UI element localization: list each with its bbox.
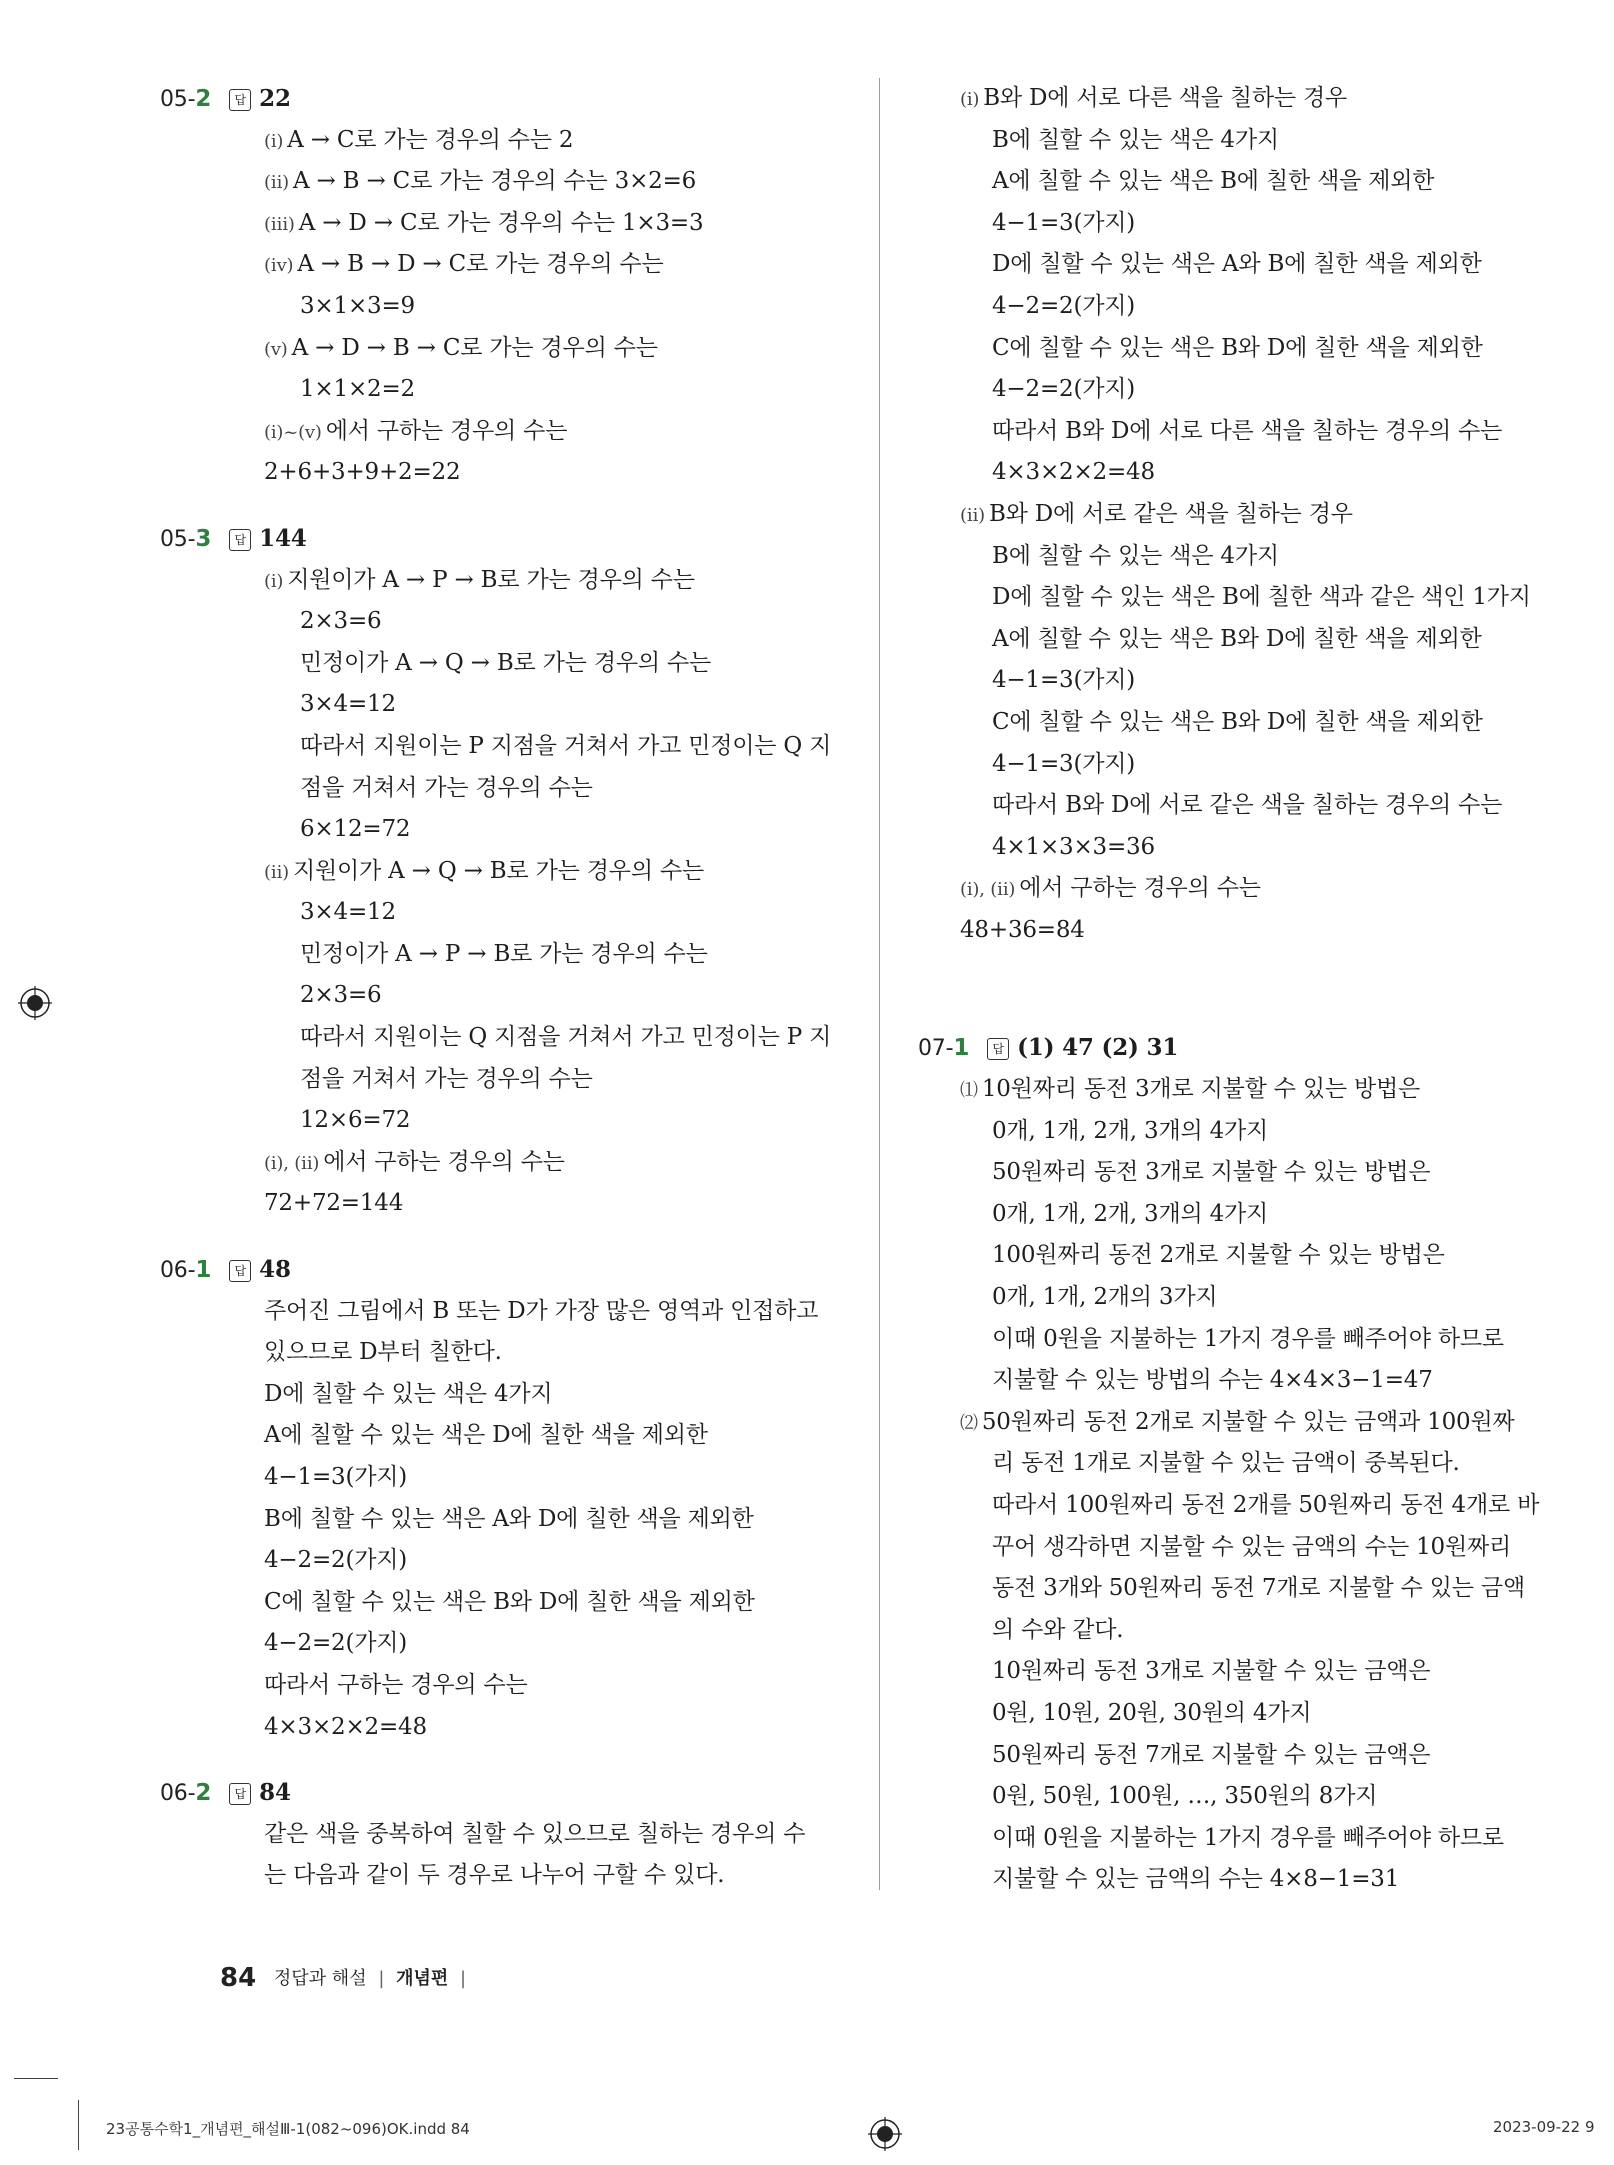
solution-line (264, 452, 850, 494)
solution-text: 따라서 B와 D에 서로 다른 색을 칠하는 경우의 수는 (992, 417, 1503, 444)
solution-text: 이때 0원을 지불하는 1가지 경우를 빼주어야 하므로 (992, 1824, 1504, 1851)
solution-text: 2×3=6 (300, 982, 382, 1009)
solution-text: 민정이가 A → Q → B로 가는 경우의 수는 (300, 649, 712, 676)
solution-line (300, 1100, 850, 1142)
solution-line (300, 1059, 850, 1101)
solution-text: 따라서 B와 D에 서로 같은 색을 칠하는 경우의 수는 (992, 792, 1503, 819)
solution-line (300, 1017, 850, 1059)
case-marker: (ⅳ) (264, 255, 294, 277)
slug-date: 2023-09-22 9 (1493, 2118, 1595, 2136)
solution-line (264, 1582, 850, 1624)
problem-heading (160, 518, 850, 560)
answer-badge-icon: 답 (229, 89, 251, 111)
solution-text: 50원짜리 동전 2개로 지불할 수 있는 금액과 100원짜 (981, 1408, 1515, 1435)
solution-text: 주어진 그림에서 B 또는 D가 가장 많은 영역과 인접하고 (264, 1297, 819, 1324)
solution-text: 0원, 50원, 100원, …, 350원의 8가지 (992, 1783, 1378, 1810)
solution-line (300, 934, 850, 976)
case-marker: (ⅰ), (ⅱ) (960, 879, 1016, 901)
section-gap (918, 951, 1548, 1027)
solution-text: 100원짜리 동전 2개로 지불할 수 있는 방법은 (992, 1242, 1445, 1269)
solution-line (992, 1735, 1548, 1777)
solution-line (992, 744, 1548, 786)
solution-line (992, 660, 1548, 702)
solution-text: A에 칠할 수 있는 색은 D에 칠한 색을 제외한 (264, 1422, 708, 1449)
answer-badge-icon: 답 (229, 1260, 251, 1282)
solution-text: 따라서 구하는 경우의 수는 (264, 1671, 528, 1698)
page-footer (220, 1963, 472, 1993)
solution-text: 따라서 지원이는 Q 지점을 거쳐서 가고 민정이는 P 지 (300, 1024, 832, 1051)
solution-text: B에 칠할 수 있는 색은 4가지 (992, 542, 1279, 569)
case-marker: (ⅱ) (264, 172, 289, 194)
solution-line (992, 577, 1548, 619)
solution-line (264, 203, 850, 245)
solution-line (960, 1402, 1548, 1444)
solution-line (992, 536, 1548, 578)
solution-line (992, 1527, 1548, 1569)
solution-line (264, 1665, 850, 1707)
solution-text: A → D → B → C로 가는 경우의 수는 (291, 334, 658, 361)
solution-line (992, 244, 1548, 286)
left-column (160, 78, 850, 1897)
section-gap (220, 494, 850, 518)
solution-text: 따라서 지원이는 P 지점을 거쳐서 가고 민정이는 Q 지 (300, 732, 832, 759)
solution-line (300, 726, 850, 768)
solution-text: C에 칠할 수 있는 색은 B와 D에 칠한 색을 제외한 (264, 1588, 755, 1615)
right-column (918, 78, 1548, 1901)
problem-number: 06- (160, 1258, 196, 1284)
solution-text: 4×3×2×2=48 (264, 1713, 427, 1740)
solution-line (960, 494, 1548, 536)
section-gap (220, 1225, 850, 1249)
problem-subnumber: 1 (195, 1257, 212, 1284)
solution-line (264, 560, 850, 602)
column-divider (879, 78, 880, 1890)
solution-text: 3×4=12 (300, 691, 396, 718)
footer-end-separator: | (460, 1968, 467, 1989)
solution-line (960, 868, 1548, 910)
solution-text: C에 칠할 수 있는 색은 B와 D에 칠한 색을 제외한 (992, 708, 1483, 735)
section-gap (220, 1748, 850, 1772)
solution-text: 4−2=2(가지) (264, 1630, 408, 1657)
solution-text: 따라서 100원짜리 동전 2개를 50원짜리 동전 4개로 바 (992, 1492, 1540, 1518)
solution-line (264, 1855, 850, 1897)
solution-line (992, 1235, 1548, 1277)
solution-text: C에 칠할 수 있는 색은 B와 D에 칠한 색을 제외한 (992, 334, 1483, 361)
solution-line (992, 1443, 1548, 1485)
solution-text: 있으므로 D부터 칠한다. (264, 1339, 502, 1366)
solution-text: D에 칠할 수 있는 색은 A와 B에 칠한 색을 제외한 (992, 251, 1482, 278)
solution-line (300, 768, 850, 810)
solution-text: 꾸어 생각하면 지불할 수 있는 금액의 수는 10원짜리 (992, 1533, 1512, 1560)
solution-line (300, 684, 850, 726)
solution-text: 4×3×2×2=48 (992, 459, 1155, 486)
solution-text: 48+36=84 (960, 916, 1085, 943)
solution-line (992, 1610, 1548, 1652)
solution-line (992, 1568, 1548, 1610)
case-marker: (ⅱ) (264, 861, 289, 883)
solution-line (960, 910, 1548, 952)
solution-line (300, 975, 850, 1017)
problem-number: 06- (160, 1781, 196, 1807)
footer-label: 정답과 해설 (273, 1968, 367, 1989)
solution-text: D에 칠할 수 있는 색은 4가지 (264, 1380, 553, 1407)
solution-text: A에 칠할 수 있는 색은 B에 칠한 색을 제외한 (992, 168, 1435, 195)
solution-text: 2×3=6 (300, 608, 382, 635)
problem-heading (160, 1249, 850, 1291)
solution-text: B에 칠할 수 있는 색은 4가지 (992, 126, 1279, 153)
solution-line (264, 1291, 850, 1333)
solution-line (264, 1142, 850, 1184)
problem-heading (160, 78, 850, 120)
solution-text: A에 칠할 수 있는 색은 B와 D에 칠한 색을 제외한 (992, 625, 1482, 652)
solution-line (264, 1814, 850, 1856)
solution-line (992, 452, 1548, 494)
solution-text: A → D → C로 가는 경우의 수는 1×3=3 (298, 209, 704, 236)
solution-line (264, 1623, 850, 1665)
solution-text: 4−2=2(가지) (992, 376, 1136, 403)
solution-line (264, 120, 850, 162)
solution-text: 1×1×2=2 (300, 376, 415, 403)
solution-text: 의 수와 같다. (992, 1616, 1124, 1643)
solution-line (992, 1194, 1548, 1236)
solution-text: B에 칠할 수 있는 색은 A와 D에 칠한 색을 제외한 (264, 1505, 754, 1532)
solution-text: 0개, 1개, 2개, 3개의 4가지 (992, 1117, 1269, 1144)
solution-text: 리 동전 1개로 지불할 수 있는 금액이 중복된다. (992, 1450, 1460, 1477)
case-marker: (ⅱ) (960, 504, 985, 526)
solution-line (960, 1069, 1548, 1111)
solution-line (264, 161, 850, 203)
solution-line (264, 1707, 850, 1749)
solution-text: 3×1×3=9 (300, 292, 415, 319)
case-marker: (ⅰ) (264, 570, 284, 592)
solution-line (992, 702, 1548, 744)
case-marker: ⑵ (960, 1412, 978, 1434)
solution-line (300, 601, 850, 643)
solution-text: A → C로 가는 경우의 수는 2 (287, 126, 574, 153)
answer-value: 48 (259, 1256, 291, 1284)
page-number: 84 (220, 1963, 257, 1993)
solution-text: 4−1=3(가지) (992, 209, 1136, 236)
solution-line (264, 1457, 850, 1499)
solution-line (300, 892, 850, 934)
solution-line (992, 785, 1548, 827)
solution-text: 10원짜리 동전 3개로 지불할 수 있는 방법은 (981, 1076, 1421, 1103)
solution-line (992, 1776, 1548, 1818)
problem-number: 05- (160, 87, 196, 112)
solution-line (264, 411, 850, 453)
solution-text: 0원, 10원, 20원, 30원의 4가지 (992, 1699, 1312, 1726)
solution-line (992, 1319, 1548, 1361)
solution-line (992, 411, 1548, 453)
solution-line (992, 827, 1548, 869)
solution-text: 4−2=2(가지) (992, 292, 1136, 319)
solution-text: 0개, 1개, 2개, 3개의 4가지 (992, 1200, 1269, 1227)
case-marker: (ⅰ) (264, 130, 284, 152)
solution-text: 12×6=72 (300, 1107, 411, 1134)
solution-text: 지불할 수 있는 금액의 수는 4×8−1=31 (992, 1866, 1400, 1893)
solution-text: B와 D에 서로 다른 색을 칠하는 경우 (983, 85, 1348, 111)
case-marker: ⑴ (960, 1080, 978, 1102)
solution-text: 10원짜리 동전 3개로 지불할 수 있는 금액은 (992, 1658, 1431, 1685)
trim-line (14, 2078, 58, 2079)
solution-line (264, 1415, 850, 1457)
solution-text: 에서 구하는 경우의 수는 (323, 1148, 565, 1175)
solution-text: 지원이가 A → Q → B로 가는 경우의 수는 (292, 857, 704, 884)
solution-line (992, 619, 1548, 661)
solution-text: D에 칠할 수 있는 색은 B에 칠한 색과 같은 색인 1가지 (992, 584, 1531, 611)
problem-number: 07- (918, 1036, 954, 1062)
solution-line (960, 78, 1548, 120)
solution-line (264, 1499, 850, 1541)
answer-value: 144 (259, 524, 307, 552)
case-marker: (ⅴ) (264, 338, 288, 360)
solution-line (992, 161, 1548, 203)
case-marker: (ⅰ) (960, 89, 980, 110)
solution-line (992, 328, 1548, 370)
answer-value: 22 (259, 85, 291, 112)
answer-badge-icon: 답 (229, 529, 251, 551)
solution-text: 3×4=12 (300, 899, 396, 926)
solution-line (992, 286, 1548, 328)
problem-subnumber: 3 (195, 525, 212, 552)
solution-line (992, 1859, 1548, 1901)
solution-text: 점을 거쳐서 가는 경우의 수는 (300, 1065, 593, 1092)
solution-line (264, 244, 850, 286)
solution-line (264, 1540, 850, 1582)
solution-line (264, 328, 850, 370)
solution-line (992, 369, 1548, 411)
solution-line (300, 369, 850, 411)
answer-value: 84 (259, 1779, 291, 1807)
slug-bar (78, 2100, 79, 2150)
case-marker: (ⅰ), (ⅱ) (264, 1152, 320, 1174)
solution-line (264, 1374, 850, 1416)
solution-text: A → B → C로 가는 경우의 수는 3×2=6 (292, 168, 697, 195)
solution-line (992, 203, 1548, 245)
solution-line (992, 1485, 1548, 1527)
solution-text: 2+6+3+9+2=22 (264, 459, 461, 486)
answer-badge-icon: 답 (987, 1038, 1009, 1060)
problem-subnumber: 1 (953, 1035, 970, 1062)
answer-badge-icon: 답 (229, 1783, 251, 1805)
solution-text: 50원짜리 동전 7개로 지불할 수 있는 금액은 (992, 1741, 1431, 1768)
case-marker: (ⅰ)~(ⅴ) (264, 421, 322, 443)
solution-text: 에서 구하는 경우의 수는 (325, 417, 568, 444)
solution-line (992, 120, 1548, 162)
solution-line (300, 809, 850, 851)
solution-text: 민정이가 A → P → B로 가는 경우의 수는 (300, 940, 708, 967)
solution-text: 4×1×3×3=36 (992, 833, 1155, 860)
solution-line (264, 1332, 850, 1374)
solution-text: 이때 0원을 지불하는 1가지 경우를 빼주어야 하므로 (992, 1325, 1504, 1352)
problem-subnumber: 2 (195, 1780, 212, 1807)
solution-line (264, 1183, 850, 1225)
problem-heading (918, 1027, 1548, 1069)
problem-number: 05- (160, 526, 196, 552)
solution-text: 지원이가 A → P → B로 가는 경우의 수는 (287, 566, 695, 593)
solution-text: 50원짜리 동전 3개로 지불할 수 있는 방법은 (992, 1159, 1431, 1186)
registration-mark-icon (18, 986, 52, 1020)
answer-value: (1) 47 (2) 31 (1017, 1034, 1179, 1062)
solution-text: 4−1=3(가지) (992, 667, 1136, 694)
slug-filename: 23공통수학1_개념편_해설Ⅲ-1(082~096)OK.indd 84 (106, 2120, 470, 2138)
solution-text: 4−2=2(가지) (264, 1547, 408, 1574)
solution-text: 4−1=3(가지) (992, 750, 1136, 777)
solution-text: A → B → D → C로 가는 경우의 수는 (297, 251, 664, 278)
solution-text: 동전 3개와 50원짜리 동전 7개로 지불할 수 있는 금액 (992, 1575, 1525, 1602)
solution-text: 0개, 1개, 2개의 3가지 (992, 1284, 1218, 1311)
solution-line (992, 1111, 1548, 1153)
solution-text: 같은 색을 중복하여 칠할 수 있으므로 칠하는 경우의 수 (264, 1820, 806, 1847)
solution-text: 점을 거쳐서 가는 경우의 수는 (300, 774, 593, 801)
solution-text: 6×12=72 (300, 816, 411, 843)
solution-text: 4−1=3(가지) (264, 1464, 408, 1490)
solution-line (264, 851, 850, 893)
solution-line (992, 1360, 1548, 1402)
footer-section: 개념편 (396, 1968, 449, 1989)
solution-line (992, 1818, 1548, 1860)
solution-text: 는 다음과 같이 두 경우로 나누어 구할 수 있다. (264, 1862, 725, 1889)
solution-text: B와 D에 서로 같은 색을 칠하는 경우 (988, 500, 1353, 527)
solution-line (992, 1693, 1548, 1735)
solution-line (992, 1651, 1548, 1693)
solution-line (300, 643, 850, 685)
footer-separator: | (378, 1968, 385, 1989)
solution-line (992, 1277, 1548, 1319)
solution-line (300, 286, 850, 328)
solution-text: 에서 구하는 경우의 수는 (1019, 875, 1261, 902)
problem-heading (160, 1772, 850, 1814)
case-marker: (ⅲ) (264, 213, 295, 235)
solution-text: 72+72=144 (264, 1190, 404, 1217)
problem-subnumber: 2 (195, 86, 212, 112)
solution-text: 지불할 수 있는 방법의 수는 4×4×3−1=47 (992, 1367, 1433, 1394)
solution-line (992, 1152, 1548, 1194)
registration-mark-icon (868, 2117, 902, 2151)
